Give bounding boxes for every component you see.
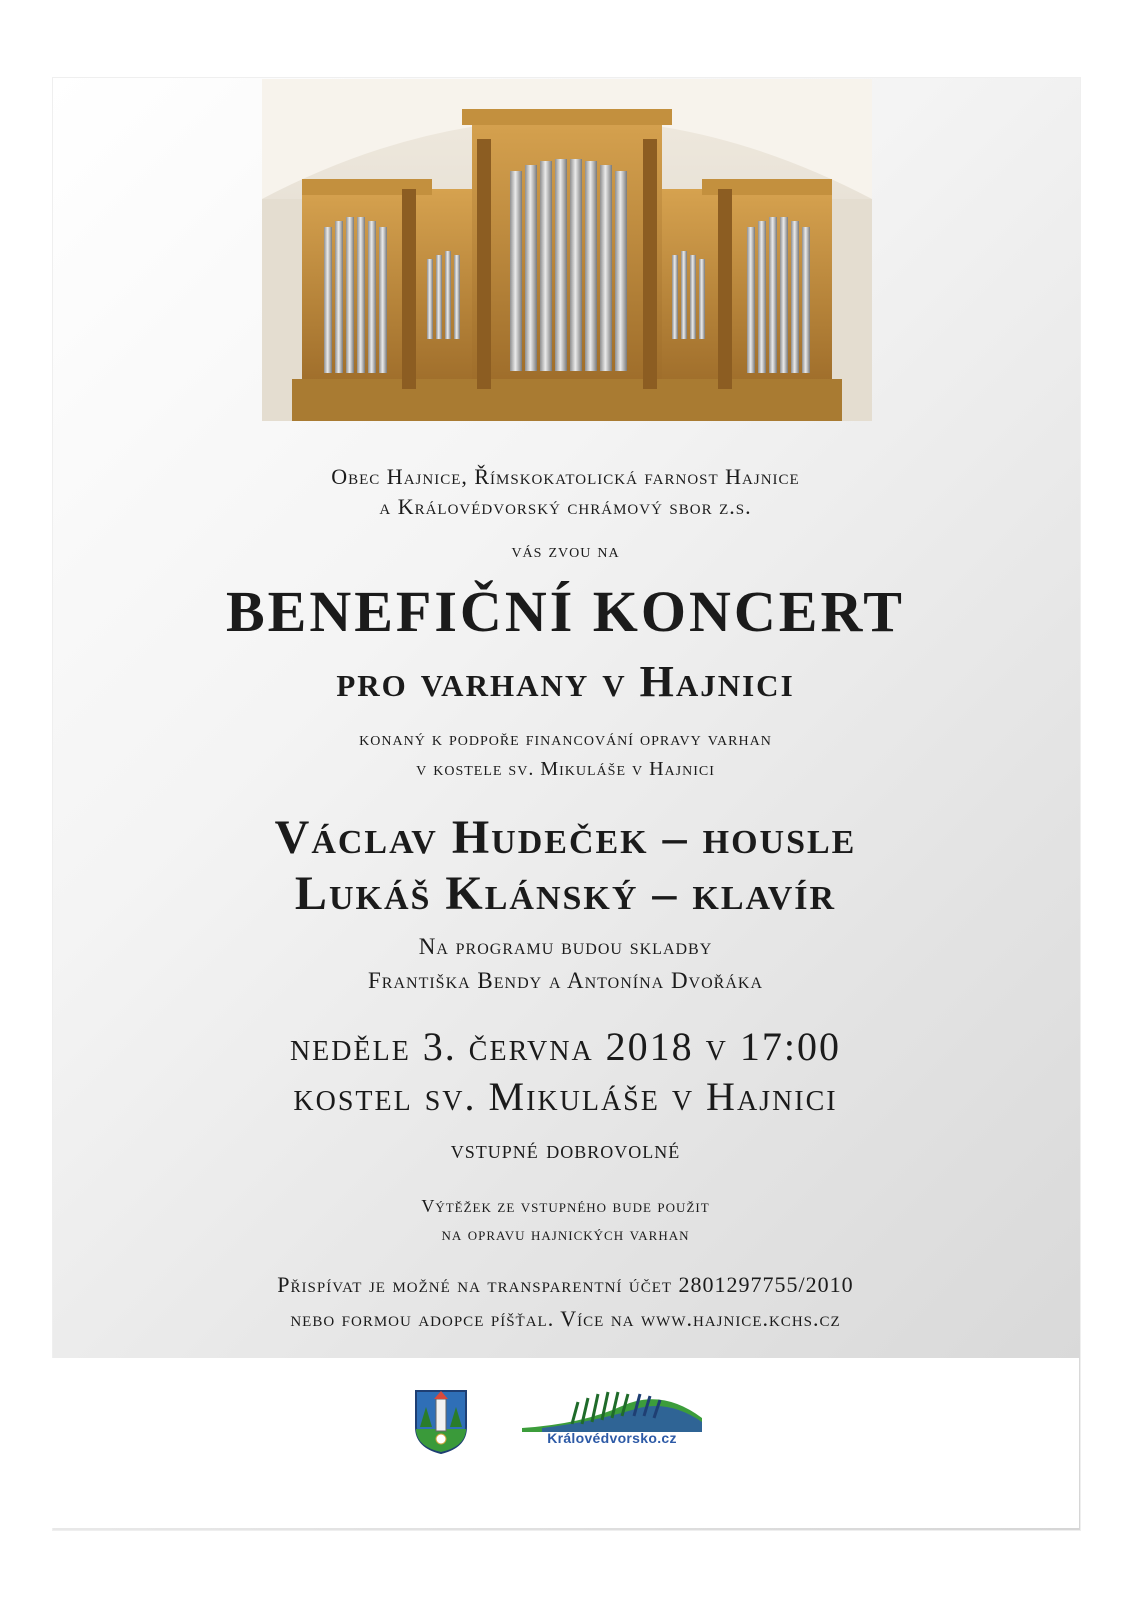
pipe-organ-photo	[262, 79, 872, 421]
organizers-line-1: Obec Hajnice, Římskokatolická farnost Hajnice	[331, 464, 800, 489]
performer-violin: Václav Hudeček – housle	[274, 811, 857, 864]
kralovedvorsko-logo-icon	[522, 1388, 702, 1458]
concert-title: BENEFIČNÍ KONCERT	[225, 579, 905, 644]
purpose-line-2: v kostele sv. Mikuláše v Hajnici	[416, 758, 715, 780]
organizers-line-2: a Královédvorský chrámový sbor z.s.	[379, 494, 752, 519]
organizers	[52, 462, 1079, 522]
event-place: kostel sv. Mikuláše v Hajnici	[293, 1074, 838, 1119]
proceeds-line-1: Výtěžek ze vstupného bude použit	[421, 1196, 710, 1216]
concert-subtitle: pro varhany v Hajnici	[336, 657, 795, 706]
event-details	[52, 1022, 1079, 1122]
event-date: neděle 3. června 2018 v 17:00	[289, 1024, 842, 1069]
proceeds-line-2: na opravu hajnických varhan	[441, 1224, 690, 1244]
entry-fee: vstupné dobrovolné	[450, 1135, 681, 1164]
proceeds-text	[52, 1192, 1079, 1248]
program-line-1: Na programu budou skladby	[418, 934, 713, 959]
pipe-organ-illustration	[262, 79, 872, 421]
invite-text: vás zvou na	[511, 540, 620, 562]
donation-line-1: Přispívat je možné na transparentní účet 2801297755/2010	[277, 1272, 854, 1297]
program-text	[52, 930, 1079, 998]
donation-line-2: nebo formou adopce píšťal. Více na www.hajnice.kchs.cz	[290, 1306, 841, 1331]
purpose-line-1: konaný k podpoře financování opravy varhan	[359, 728, 772, 750]
donation-info	[52, 1268, 1079, 1336]
performer-piano: Lukáš Klánský – klavír	[294, 867, 837, 920]
kralovedvorsko-text: Královédvorsko.cz	[547, 1430, 677, 1446]
program-line-2: Františka Bendy a Antonína Dvořáka	[368, 968, 763, 993]
performers	[52, 810, 1079, 922]
purpose-text	[52, 724, 1079, 784]
hajnice-coat-of-arms-icon	[412, 1387, 470, 1455]
